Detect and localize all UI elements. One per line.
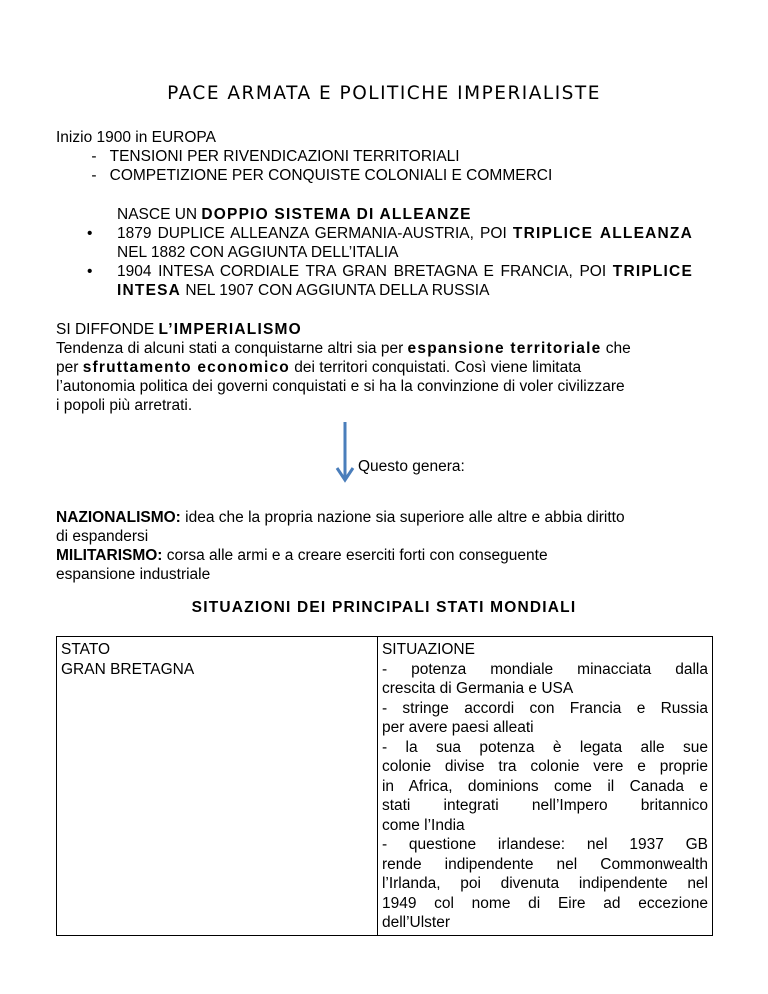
situation-line: come l’India bbox=[381, 816, 465, 834]
section-title: SITUAZIONI DEI PRINCIPALI STATI MONDIALI bbox=[191, 599, 577, 616]
situation-line: - questione irlandese: nel 1937 GB bbox=[381, 836, 708, 853]
imperialism-line: Tendenza di alcuni stati a conquistarne altri sia per espansione territoriale che bbox=[56, 340, 631, 357]
intro-item-text: COMPETIZIONE PER CONQUISTE COLONIALI E COMMERCI bbox=[109, 167, 553, 184]
imperialism-line: per sfruttamento economico dei territori conquistati. Così viene limitata bbox=[56, 359, 582, 376]
state-name: GRAN BRETAGNA bbox=[61, 660, 195, 678]
imperialism-line: i popoli più arretrati. bbox=[56, 397, 193, 414]
situation-line: l’Irlanda, poi divenuta indipendente nel bbox=[381, 875, 708, 892]
situation-line: in Africa, dominions come il Canada e bbox=[381, 777, 708, 795]
dash-bullet: - bbox=[91, 167, 97, 184]
col-header-state: STATO bbox=[61, 641, 111, 658]
situation-line: - potenza mondiale minacciata dalla bbox=[381, 660, 708, 678]
alliance-bullet-1-line2: NEL 1882 CON AGGIUNTA DELL’ITALIA bbox=[117, 244, 399, 261]
militarism-label: MILITARISMO: bbox=[56, 547, 163, 564]
dash-bullet: - bbox=[91, 148, 97, 165]
situation-line: - la sua potenza è legata alle sue bbox=[381, 738, 708, 756]
col-header-situation: SITUAZIONE bbox=[381, 641, 475, 658]
situation-line: 1949 col nome di Eire ad eccezione bbox=[381, 894, 708, 912]
intro-item bbox=[87, 147, 460, 167]
situation-text bbox=[382, 660, 708, 933]
bullet-dot: • bbox=[87, 263, 93, 280]
nationalism-line: NAZIONALISMO: idea che la propria nazione sia superiore alle altre e abbia diritto bbox=[56, 509, 625, 526]
imperialism-heading: L’IMPERIALISMO bbox=[158, 321, 302, 338]
alliance-bullet-1-line1: 1879 DUPLICE ALLEANZA GERMANIA-AUSTRIA, POI TRIPLICE ALLEANZA bbox=[117, 225, 693, 242]
imperialism-line: l’autonomia politica dei governi conquistati e si ha la convinzione di voler civilizzare bbox=[56, 378, 625, 395]
imperialism-lead: SI DIFFONDE L’IMPERIALISMO bbox=[56, 321, 302, 338]
alliance-bullet-2-line1: 1904 INTESA CORDIALE TRA GRAN BRETAGNA E FRANCIA, POI TRIPLICE bbox=[117, 263, 693, 280]
intro-item-text: TENSIONI PER RIVENDICAZIONI TERRITORIALI bbox=[109, 148, 460, 165]
alliances-lead: NASCE UN DOPPIO SISTEMA DI ALLEANZE bbox=[117, 206, 472, 223]
situation-line: crescita di Germania e USA bbox=[381, 680, 574, 697]
intro-item bbox=[87, 166, 552, 186]
alliance-bullet-2-line2: INTESA NEL 1907 CON AGGIUNTA DELLA RUSSIA bbox=[117, 282, 490, 299]
militarism-line: MILITARISMO: corsa alle armi e a creare eserciti forti con conseguente bbox=[56, 547, 548, 564]
states-table bbox=[56, 636, 713, 936]
arrow-caption: Questo genera: bbox=[358, 458, 465, 475]
intro-line: Inizio 1900 in EUROPA bbox=[56, 129, 216, 146]
alliances-heading: DOPPIO SISTEMA DI ALLEANZE bbox=[201, 206, 472, 223]
situation-line: colonie divise tra colonie vere e proprie bbox=[381, 758, 708, 775]
table-row bbox=[57, 637, 713, 936]
page-title: PACE ARMATA E POLITICHE IMPERIALISTE bbox=[167, 83, 601, 104]
situation-line: - stringe accordi con Francia e Russia bbox=[381, 699, 708, 717]
situation-line: stati integrati nell’Impero britannico bbox=[381, 797, 708, 814]
table-cell-situation bbox=[377, 637, 712, 936]
situation-line: per avere paesi alleati bbox=[381, 719, 534, 736]
situation-line: dell’Ulster bbox=[381, 914, 451, 931]
bullet-dot: • bbox=[87, 225, 93, 242]
situation-line: rende indipendente nel Commonwealth bbox=[381, 855, 708, 873]
militarism-line: espansione industriale bbox=[56, 566, 211, 583]
nationalism-label: NAZIONALISMO: bbox=[56, 509, 181, 526]
table-cell-state bbox=[57, 637, 378, 936]
nationalism-line: di espandersi bbox=[56, 528, 149, 545]
down-arrow-icon bbox=[334, 422, 356, 484]
